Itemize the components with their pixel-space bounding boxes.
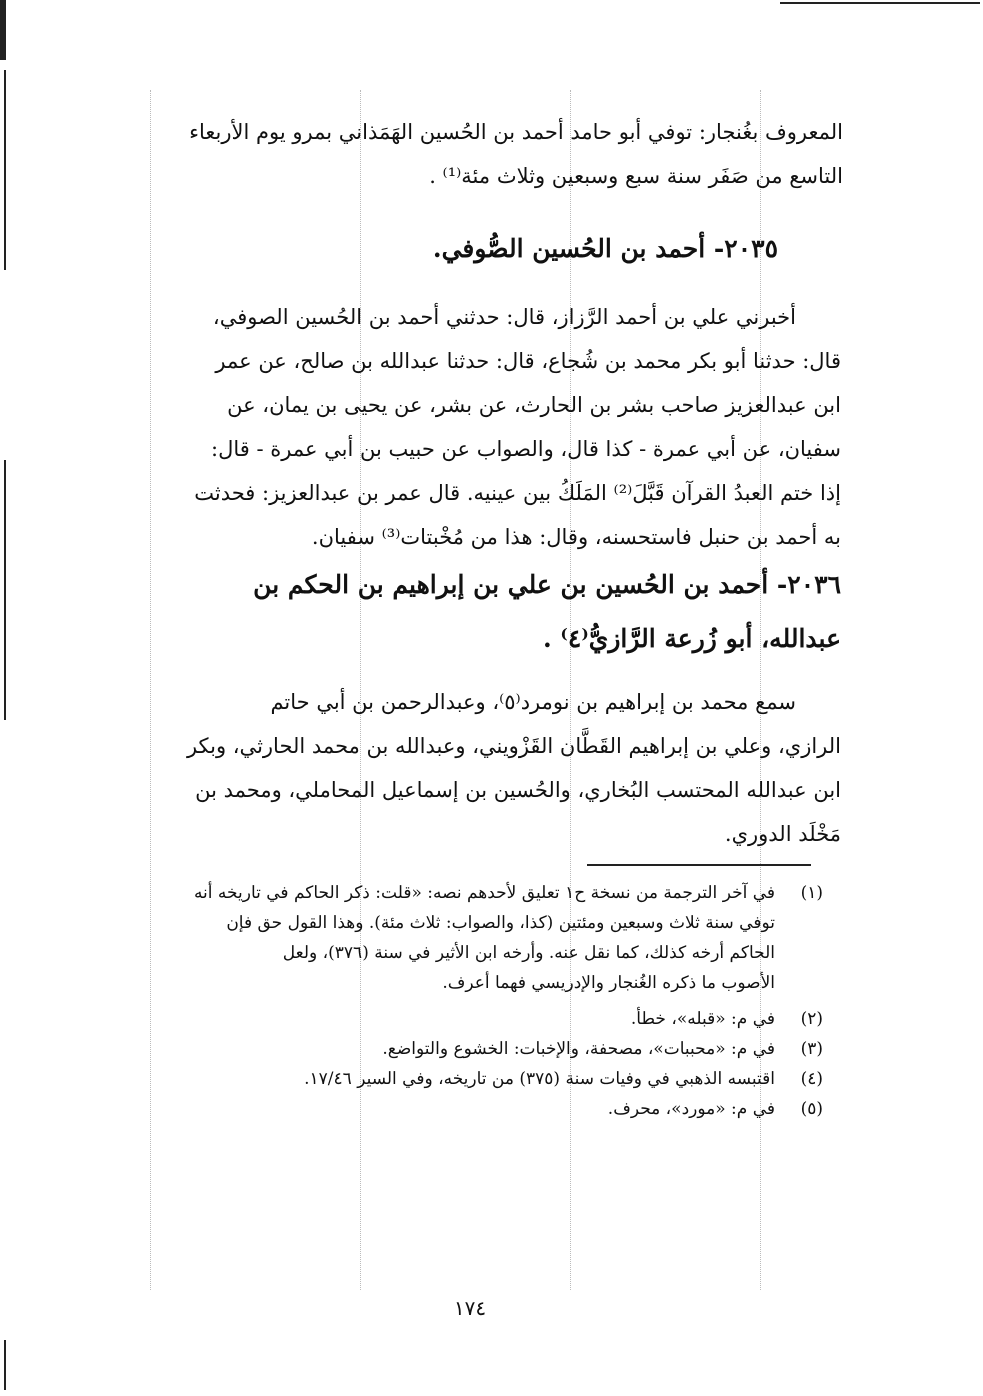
footnote-text xyxy=(103,1094,775,1124)
footnote-number: (١) xyxy=(800,883,823,903)
footnote-3 xyxy=(103,1034,823,1064)
scan-edge-line-left xyxy=(4,70,6,270)
footnotes xyxy=(103,878,823,1124)
footnote-line: الأصوب ما ذكره الغُنجار والإدريسي فهما أعرف. xyxy=(442,973,775,993)
footnote-line: في آخر الترجمة من نسخة ح١ تعليق لأحدهم نصه: «قلت: ذكر الحاكم في تاريخه أنه xyxy=(193,883,775,903)
footnote-line: في م: «مورد»، محرف. xyxy=(607,1099,775,1119)
paragraph-entry-2036 xyxy=(128,680,841,856)
scan-edge-line-top xyxy=(0,0,6,60)
footnote-line: في م: «قبله»، خطأ. xyxy=(630,1009,775,1029)
footnote-text xyxy=(103,878,775,998)
page-number: ١٧٤ xyxy=(453,1296,487,1320)
scan-edge-line-top-right xyxy=(780,2,980,4)
text-line: سفيان، عن أبي عمرة - كذا قال، والصواب عن حبيب بن أبي عمرة - قال: xyxy=(211,437,841,461)
text-line: قال: حدثنا أبو بكر محمد بن شُجاع، قال: حدثنا عبدالله بن صالح، عن عمر xyxy=(215,349,841,373)
text-line: التاسع من صَفَر سنة سبع وسبعين وثلاث مئة⁽¹⁾ . xyxy=(429,164,843,188)
footnote-text xyxy=(103,1034,775,1064)
footnote-2 xyxy=(103,1004,823,1034)
footnote-4 xyxy=(103,1064,823,1094)
text-line: الرازي، وعلي بن إبراهيم القَطَّان القَزْويني، وعبدالله بن محمد الحارثي، وبكر xyxy=(186,734,841,758)
footnote-number: (٢) xyxy=(800,1009,823,1029)
paragraph-entry-2035 xyxy=(128,295,841,559)
text-line: إذا ختم العبدُ القرآن قَبَّلَ⁽²⁾ المَلَكُ بين عينيه. قال عمر بن عبدالعزيز: فحدثت xyxy=(194,481,841,505)
entry-heading-2035 xyxy=(178,222,778,276)
paragraph-continuation xyxy=(138,110,843,198)
footnote-number: (٥) xyxy=(800,1099,823,1119)
text-line: به أحمد بن حنبل فاستحسنه، وقال: هذا من مُخْبتات⁽³⁾ سفيان. xyxy=(311,525,841,549)
footnote-text xyxy=(103,1004,775,1034)
footnote-line: في م: «محببات»، مصحفة، والإخبات: الخشوع والتواضع. xyxy=(382,1039,775,1059)
heading-text: عبدالله، أبو زُرعة الرَّازيُّ⁽٤⁾ . xyxy=(543,624,841,653)
heading-text: ٢٠٣٦- أحمد بن الحُسين بن علي بن إبراهيم بن الحكم بن xyxy=(253,570,841,599)
heading-text: ٢٠٣٥- أحمد بن الحُسين الصُّوفي. xyxy=(432,234,778,263)
footnote-line: الحاكم أرخه كذلك، كما نقل عنه. وأرخه ابن الأثير في سنة (٣٧٦)، ولعل xyxy=(282,943,775,963)
footnote-number: (٤) xyxy=(800,1069,823,1089)
text-line: أخبرني علي بن أحمد الرَّزاز، قال: حدثني أحمد بن الحُسين الصوفي، xyxy=(212,305,796,329)
text-line: سمع محمد بن إبراهيم بن نومرد⁽٥⁾، وعبدالرحمن بن أبي حاتم xyxy=(270,690,796,714)
scan-edge-line-left-3 xyxy=(4,1340,6,1390)
footnote-5 xyxy=(103,1094,823,1124)
footnote-separator xyxy=(587,864,811,866)
footnote-line: اقتبسه الذهبي في وفيات سنة (٣٧٥) من تاريخه، وفي السير ١٧/٤٦. xyxy=(304,1069,775,1089)
entry-heading-2036 xyxy=(121,558,841,666)
text-line: ابن عبدالعزيز صاحب بشر بن الحارث، عن بشر، عن يحيى بن يمان، عن xyxy=(227,393,841,417)
scan-edge-line-left-2 xyxy=(4,460,6,720)
footnote-line: توفي سنة ثلاث وسبعين ومئتين (كذا، والصواب: ثلاث مئة). وهذا القول حق فإن xyxy=(226,913,775,933)
text-line: مَخْلَد الدوري. xyxy=(724,822,841,846)
text-line: ابن عبدالله المحتسب البُخاري، والحُسين بن إسماعيل المحاملي، ومحمد بن xyxy=(195,778,841,802)
footnote-number: (٣) xyxy=(800,1039,823,1059)
footnote-1 xyxy=(103,878,823,998)
text-line: المعروف بغُنجار: توفي أبو حامد أحمد بن الحُسين الهَمَذاني بمرو يوم الأربعاء xyxy=(189,120,843,144)
footnote-text xyxy=(103,1064,775,1094)
